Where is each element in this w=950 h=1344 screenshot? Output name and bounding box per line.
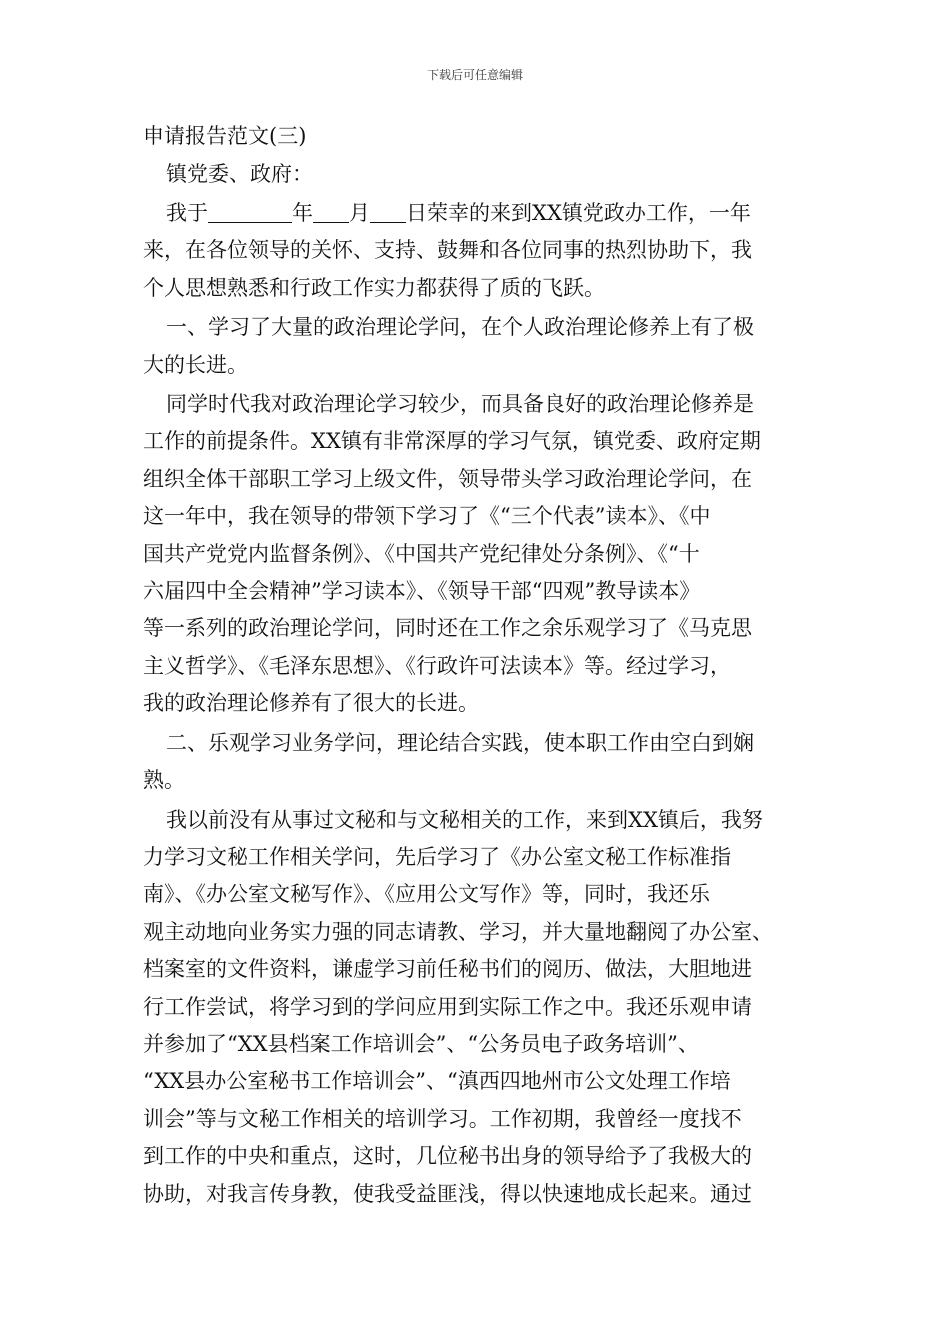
paragraph-line: 到工作的中央和重点，这时，几位秘书出身的领导给予了我极大的	[143, 1144, 752, 1169]
intro-text-2: 年	[292, 201, 313, 225]
paragraph-line: 主义哲学》、《毛泽东思想》、《行政许可法读本》等。经过学习，	[143, 653, 731, 678]
month-blank	[313, 202, 349, 223]
document-body	[143, 118, 807, 1215]
paragraph-line: 并参加了“XX县档案工作培训会”、“公务员电子政务培训”、	[143, 1031, 699, 1056]
paragraph-line: 这一年中，我在领导的带领下学习了《“三个代表”读本》、《中	[143, 504, 711, 529]
paragraph-line: 力学习文秘工作相关学问，先后学习了《办公室文秘工作标准指	[143, 844, 731, 869]
paragraph-line: 协助，对我言传身教，使我受益匪浅，得以快速地成长起来。通过	[143, 1181, 752, 1206]
header-note: 下载后可任意编辑	[426, 68, 523, 82]
intro-text-4: 日荣幸的来到XX镇党政办工作，一年	[406, 201, 751, 225]
paragraph-4	[143, 802, 807, 1213]
body-paragraphs	[143, 309, 807, 1213]
paragraph-line: “XX县办公室秘书工作培训会”、“滇西四地州市公文处理工作培	[143, 1069, 731, 1094]
intro-paragraph	[143, 195, 807, 307]
intro-text-1: 我于	[166, 201, 208, 225]
paragraph-line: 二、乐观学习业务学问，理论结合实践，使本职工作由空白到娴	[166, 730, 754, 755]
intro-line-3: 个人思想熟悉和行政工作实力都获得了质的飞跃。	[143, 275, 605, 300]
intro-text-3: 月	[349, 201, 370, 225]
paragraph-line: 我的政治理论修养有了很大的长进。	[143, 691, 479, 716]
paragraph-line: 六届四中全会精神”学习读本》、《领导干部“四观”教导读本》	[143, 579, 701, 604]
salutation: 镇党委、政府：	[166, 162, 313, 186]
paragraph-line: 南》、《办公室文秘写作》、《应用公文写作》等，同时，我还乐	[143, 882, 710, 907]
intro-line-2: 来，在各位领导的关怀、支持、鼓舞和各位同事的热烈协助下，我	[143, 238, 752, 263]
paragraph-2	[143, 386, 807, 723]
paragraph-line: 观主动地向业务实力强的同志请教、学习，并大量地翻阅了办公室、	[143, 919, 773, 944]
paragraph-line: 工作的前提条件。XX镇有非常深厚的学习气氛，镇党委、政府定期	[143, 429, 761, 454]
paragraph-line: 组织全体干部职工学习上级文件，领导带头学习政治理论学问，在	[143, 466, 752, 491]
paragraph-line: 我以前没有从事过文秘和与文秘相关的工作，来到XX镇后，我努	[166, 807, 763, 832]
document-title: 申请报告范文(三)	[143, 124, 307, 148]
paragraph-line: 熟。	[143, 768, 185, 793]
paragraph-line: 档案室的文件资料，谦虚学习前任秘书们的阅历、做法，大胆地进	[143, 957, 752, 982]
paragraph-line: 同学时代我对政治理论学习较少，而具备良好的政治理论修养是	[166, 392, 754, 417]
paragraph-line: 行工作尝试，将学习到的学问应用到实际工作之中。我还乐观申请	[143, 994, 752, 1019]
paragraph-line: 大的长进。	[143, 352, 248, 377]
paragraph-line: 国共产党党内监督条例》、《中国共产党纪律处分条例》、《“十	[143, 541, 700, 566]
year-blank	[208, 202, 292, 223]
intro-line-1	[143, 195, 807, 232]
paragraph-line: 训会”等与文秘工作相关的培训学习。工作初期，我曾经一度找不	[143, 1106, 742, 1131]
paragraph-3	[143, 725, 807, 800]
paragraph-1	[143, 309, 807, 384]
day-blank	[370, 202, 406, 223]
paragraph-line: 等一系列的政治理论学问，同时还在工作之余乐观学习了《马克思	[143, 616, 752, 641]
paragraph-line: 一、学习了大量的政治理论学问，在个人政治理论修养上有了极	[166, 315, 754, 340]
